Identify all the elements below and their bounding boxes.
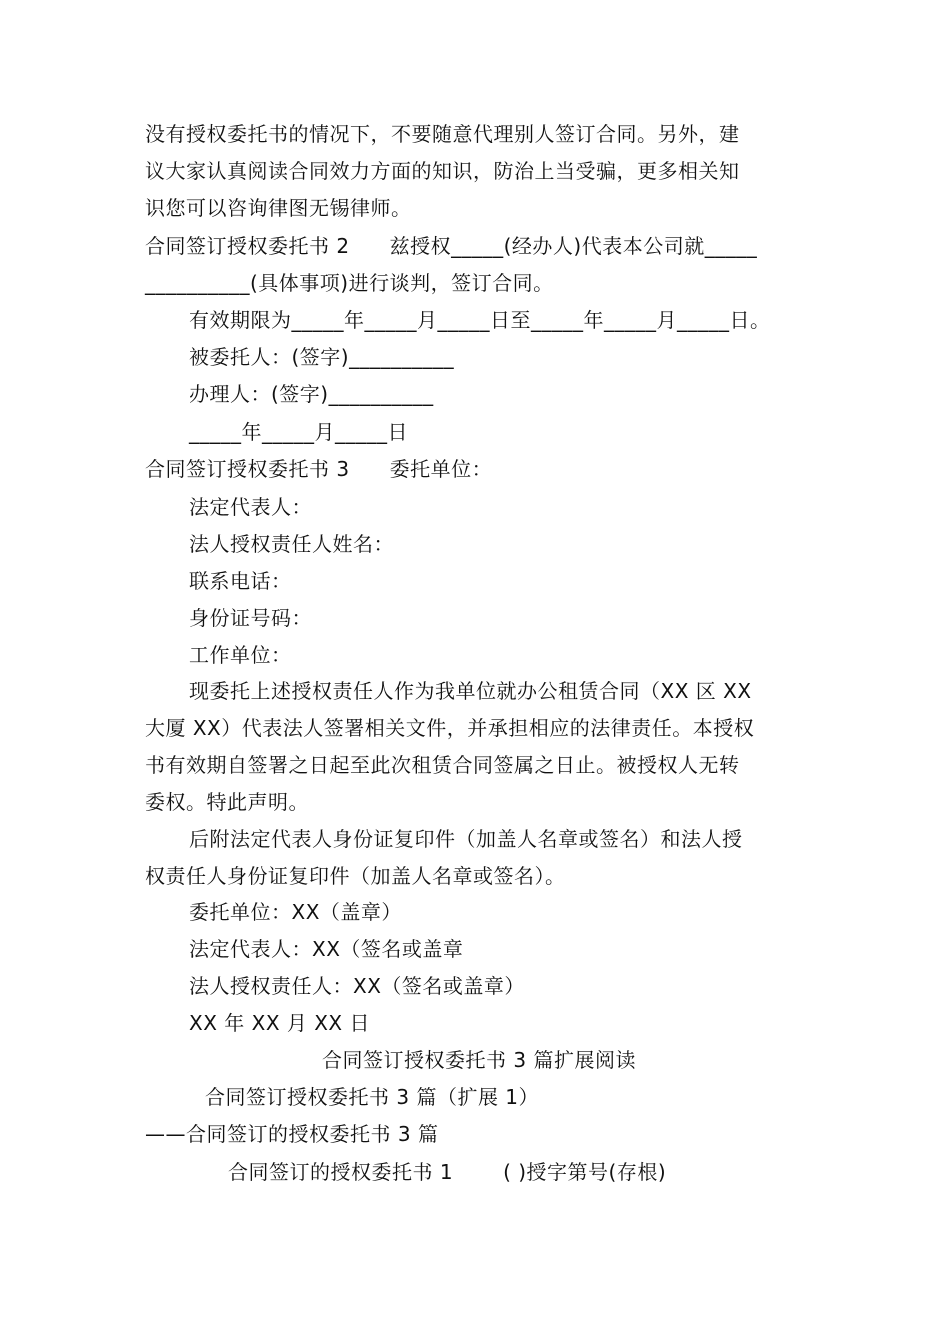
section-heading: 合同签订授权委托书 2: [145, 234, 350, 258]
paragraph-line: 大厦 XX）代表法人签署相关文件，并承担相应的法律责任。本授权: [145, 716, 755, 740]
last-heading-line: [228, 1158, 788, 1186]
field-phone: 联系电话：: [189, 569, 292, 593]
stub-reference: ( )授字第号(存根): [503, 1160, 667, 1184]
sign-unit-line: 委托单位：XX（盖章）: [189, 900, 402, 924]
paragraph-line: 现委托上述授权责任人作为我单位就办公租赁合同（XX 区 XX: [189, 679, 752, 703]
paragraph-line: 书有效期自签署之日起至此次租赁合同签属之日止。被授权人无转: [145, 753, 740, 777]
sign-date-line: XX 年 XX 月 XX 日: [189, 1011, 370, 1035]
handler-signature-line: 办理人：(签字)__________: [189, 382, 434, 406]
paragraph-line: 权责任人身份证复印件（加盖人名章或签名）。: [145, 864, 566, 888]
field-id-number: 身份证号码：: [189, 606, 312, 630]
section-2-heading-line: [145, 232, 810, 260]
paragraph-line: 识您可以咨询律图无锡律师。: [145, 196, 412, 220]
agent-signature-line: 被委托人：(签字)__________: [189, 345, 455, 369]
sign-rep-line: 法定代表人：XX（签名或盖章: [189, 937, 464, 961]
field-legal-rep: 法定代表人：: [189, 495, 312, 519]
validity-line: 有效期限为_____年_____月_____日至_____年_____月_____日。: [189, 308, 771, 332]
unit-label: 委托单位：: [389, 457, 493, 481]
dash-heading-line: ——合同签订的授权委托书 3 篇: [145, 1122, 439, 1146]
authorization-text: 兹授权_____(经办人)代表本公司就_____: [389, 234, 758, 258]
field-authorized-name: 法人授权责任人姓名：: [189, 532, 394, 556]
paragraph-line: __________(具体事项)进行谈判，签订合同。: [145, 271, 554, 295]
field-work-unit: 工作单位：: [189, 643, 292, 667]
section-heading: 合同签订的授权委托书 1: [228, 1160, 454, 1184]
extended-subtitle: 合同签订授权委托书 3 篇（扩展 1）: [205, 1085, 540, 1109]
extended-reading-title: 合同签订授权委托书 3 篇扩展阅读: [322, 1048, 636, 1072]
date-line: _____年_____月_____日: [189, 420, 408, 444]
sign-auth-line: 法人授权责任人：XX（签名或盖章）: [189, 974, 525, 998]
paragraph-line: 议大家认真阅读合同效力方面的知识，防治上当受骗，更多相关知: [145, 159, 740, 183]
paragraph-line: 后附法定代表人身份证复印件（加盖人名章或签名）和法人授: [189, 827, 743, 851]
paragraph-line: 委权。特此声明。: [145, 790, 309, 814]
section-3-heading-line: [145, 455, 810, 483]
paragraph-line: 没有授权委托书的情况下，不要随意代理别人签订合同。另外，建: [145, 122, 740, 146]
section-heading: 合同签订授权委托书 3: [145, 457, 350, 481]
